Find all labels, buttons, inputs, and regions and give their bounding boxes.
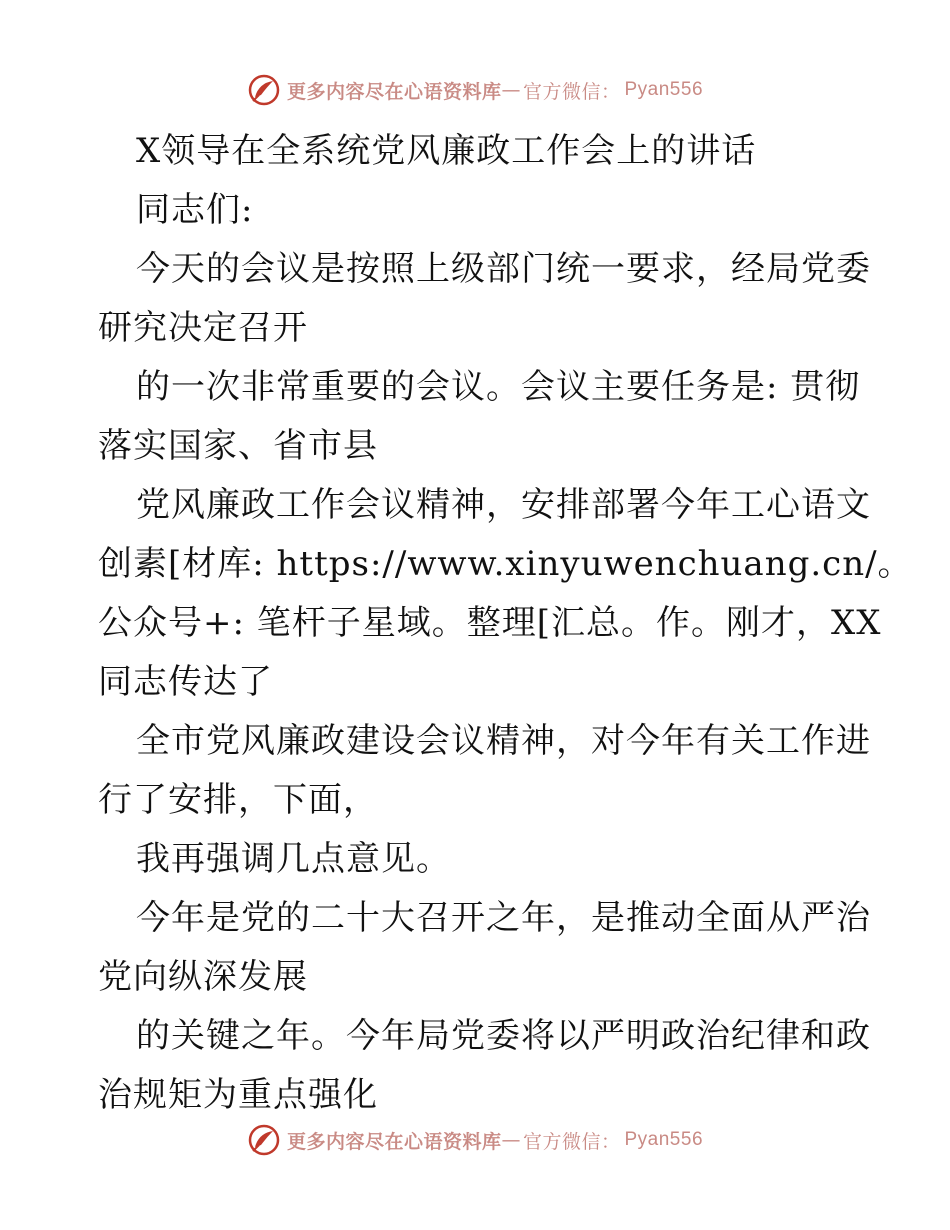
banner-dash: — <box>501 1129 521 1151</box>
document-body <box>98 122 913 1125</box>
paragraph-line: 的一次非常重要的会议。会议主要任务是: 贯彻 <box>136 367 861 407</box>
paragraph-line: 治规矩为重点强化 <box>98 1075 378 1115</box>
document-lines <box>98 181 913 1125</box>
header-banner <box>0 70 950 110</box>
paragraph-line: 我再强调几点意见。 <box>136 839 451 879</box>
paragraph-line: 今年是党的二十大召开之年，是推动全面从严治 <box>136 898 871 938</box>
paragraph-line: 公众号+: 笔杆子星域。整理[汇总。作。刚才，XX <box>98 603 882 643</box>
banner-wechat-label: 官方微信： <box>522 1130 621 1153</box>
paragraph-line: 党风廉政工作会议精神，安排部署今年工心语文 <box>136 485 871 525</box>
banner-brand-text: 更多内容尽在心语资料库 <box>286 1130 502 1153</box>
paragraph-line: 今天的会议是按照上级部门统一要求，经局党委 <box>136 249 871 289</box>
paragraph-line: 的关键之年。今年局党委将以严明政治纪律和政 <box>136 1016 871 1056</box>
paragraph-line: 行了安排，下面， <box>98 780 378 820</box>
document-title: X领导在全系统党风廉政工作会上的讲话 <box>136 131 757 171</box>
pen-logo-icon <box>247 73 281 107</box>
pen-logo-icon <box>247 1123 281 1157</box>
paragraph-line: 党向纵深发展 <box>98 957 308 997</box>
paragraph-line: 研究决定召开 <box>98 308 308 348</box>
banner-dash: — <box>501 79 521 101</box>
banner-wechat-id: Pyan556 <box>624 1129 704 1150</box>
paragraph-line: 落实国家、省市县 <box>98 426 378 466</box>
paragraph-line: 同志传达了 <box>98 662 273 702</box>
banner-wechat-id: Pyan556 <box>624 79 704 100</box>
banner-wechat-label: 官方微信： <box>522 80 621 103</box>
footer-banner <box>0 1120 950 1160</box>
paragraph-line: 全市党风廉政建设会议精神，对今年有关工作进 <box>136 721 871 761</box>
paragraph-line: 创素[材库: https://www.xinyuwenchuang.cn/。 <box>98 544 913 584</box>
paragraph-line: 同志们: <box>136 190 254 230</box>
banner-brand-text: 更多内容尽在心语资料库 <box>286 80 502 103</box>
